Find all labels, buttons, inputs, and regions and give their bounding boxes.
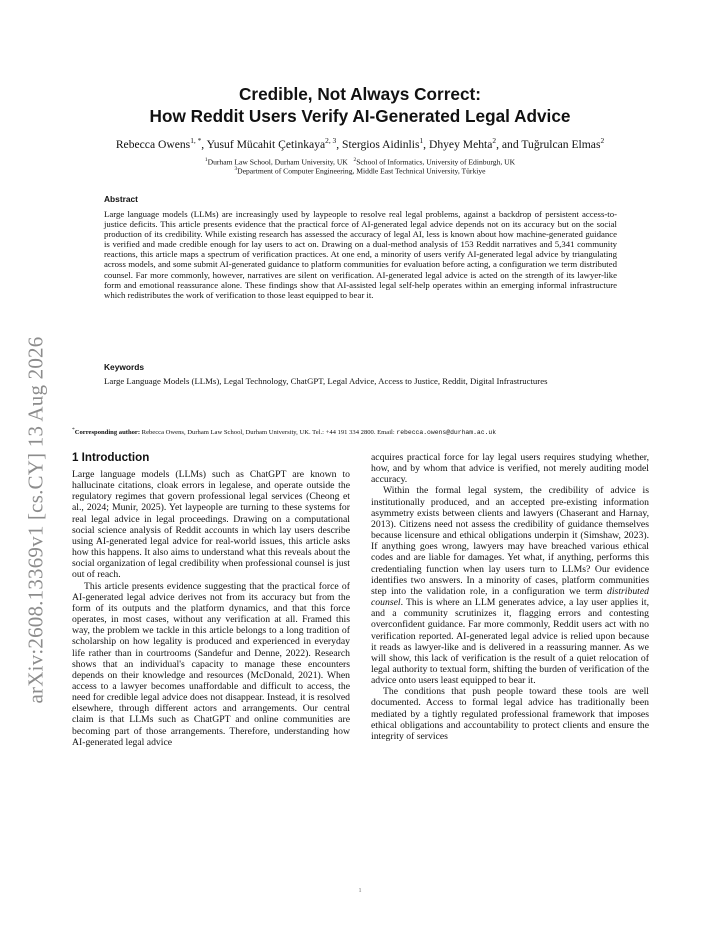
section-heading-introduction: 1 Introduction bbox=[72, 451, 150, 464]
arxiv-identifier: arXiv:2608.13369v1 [cs.CY] 13 Aug 2026 bbox=[23, 336, 48, 704]
body-paragraph bbox=[371, 485, 649, 686]
author-affiliation-mark: 2, 3 bbox=[325, 136, 337, 145]
affiliation-text: School of Informatics, University of Edinburgh, UK bbox=[356, 157, 516, 167]
footnote-mark: * bbox=[72, 427, 75, 433]
author-name: Yusuf Mücahit Çetinkaya bbox=[206, 137, 326, 151]
paper-title-line-1: Credible, Not Always Correct: bbox=[239, 84, 481, 104]
arxiv-sidebar-stamp bbox=[22, 330, 50, 710]
body-column-left bbox=[72, 469, 350, 748]
abstract-text: Large language models (LLMs) are increasingly used by laypeople to resolve real legal problems, against a backdrop of persistent access-to-justice deficits. This article presents evidence that the practical force of AI-generated legal advice depends not on its accuracy but on the social production of its credibility. While existing research has assessed the accuracy of legal AI, less is known about how machine-generated guidance is verified and made credible enough for lay users to act on. Drawing on a dual-method analysis of 153 Reddit narratives and 5,341 community reactions, this article maps a spectrum of verification practices. At one end, a minority of users verify AI-generated legal advice by triangulating across models, and some submit AI-generated guidance to platform communities for evaluation before acting, a configuration we term distributed counsel. Far more commonly, however, narratives are silent on verification. AI-generated legal advice is acted on the strength of its lawyer-like form and emotional reassurance alone. These findings show that AI-assisted legal self-help operates within an emerging informal infrastructure which redistributes the work of verification to those least equipped to bear it. bbox=[104, 209, 617, 300]
footnote-text: Rebecca Owens, Durham Law School, Durham University, UK. Tel.: +44 191 334 2800. Email: bbox=[140, 429, 397, 437]
affiliation-text: Durham Law School, Durham University, UK bbox=[207, 157, 348, 167]
body-paragraph: The conditions that push people toward these tools are well documented. Access to formal legal advice has traditionally been mediated by a tightly regulated professional framework that imposes ethical obligations and accountability to protect clients and ensure the integrity of services bbox=[371, 686, 649, 742]
abstract-heading: Abstract bbox=[104, 194, 138, 204]
page-number: 1 bbox=[358, 887, 362, 894]
affiliation-mark: 3 bbox=[234, 166, 238, 172]
keywords-heading: Keywords bbox=[104, 362, 145, 372]
keywords-text: Large Language Models (LLMs), Legal Technology, ChatGPT, Legal Advice, Access to Justice, Reddit, Digital Infrastructures bbox=[104, 376, 548, 386]
emphasized-term: distributed counsel bbox=[371, 585, 649, 609]
author-name: Stergios Aidinlis bbox=[342, 137, 420, 151]
footnote-label: Corresponding author: bbox=[74, 429, 141, 437]
author-list: Rebecca Owens$^{1, *}$, Yusuf Mücahit Çetinkaya$^{2, 3}$, Stergios Aidinlis$^1$, Dhyey Mehta$^2$, and Tuğrulcan Elmas$^2$ bbox=[115, 136, 605, 151]
author-name: Rebecca Owens bbox=[115, 137, 191, 151]
author-affiliation-mark: 1, * bbox=[190, 136, 202, 145]
affiliation-text: Department of Computer Engineering, Middle East Technical University, Türkiye bbox=[237, 166, 486, 176]
affiliation-mark: 2 bbox=[353, 157, 357, 163]
author-affiliation-mark: 2 bbox=[492, 136, 497, 145]
author-affiliation-mark: 2 bbox=[600, 136, 605, 145]
author-name: Tuğrulcan Elmas bbox=[521, 137, 601, 151]
affiliation-mark: 1 bbox=[204, 157, 208, 163]
author-affiliation-mark: 1 bbox=[419, 136, 424, 145]
body-paragraph: acquires practical force for lay legal users requires studying whether, how, and by whom that advice is verified, not merely auditing model accuracy. bbox=[371, 452, 649, 486]
affiliation-line-2 bbox=[0, 165, 720, 176]
author-name: Dhyey Mehta bbox=[428, 137, 493, 151]
body-column-right bbox=[371, 452, 649, 742]
corresponding-author-footnote bbox=[72, 427, 652, 436]
body-paragraph: This article presents evidence suggesting that the practical force of AI-generated legal advice derives not from its accuracy but from the form of its outputs and the platform dynamics, and that this force operates, in most cases, without any verification at all. Framed this way, the problem we tackle in this article belongs to a long tradition of scholarship on how legality is produced and experienced in everyday life rather than in courtrooms (Sandefur and Denne, 2022). Research shows that an individual's capacity to manage these encounters depends on their knowledge and resources (McDonald, 2021). When access to a lawyer becomes unaffordable and difficult to access, the need for credible legal advice does not disappear. Instead, it is resolved elsewhere, through different actors and arrangements. Our central claim is that LLMs such as ChatGPT and online communities are becoming part of those arrangements. Therefore, understanding how AI-generated legal advice bbox=[72, 580, 350, 748]
paragraph-text: Within the formal legal system, the credibility of advice is institutionally produced, and an accepted pre-existing information asymmetry exists between clients and lawyers (Chaserant and Harnay, 2013). Citizens need not assess the credibility of guidance themselves because licensure and ethical obligations underpin it (Simshaw, 2023). If anything goes wrong, lawyers may have breached various ethical codes and are liable for damages. Yet what, if anything, performs this credentialing function when lay users turn to LLMs? Our evidence identifies two answers. In a minority of cases, platform communities step into the validation role, in a configuration we term bbox=[371, 485, 649, 597]
paper-title-line-2: How Reddit Users Verify AI-Generated Legal Advice bbox=[149, 106, 571, 126]
paragraph-text: . This is where an LLM generates advice, a lay user applies it, and a community scrutinizes it, flagging errors and contesting overconfident guidance. Far more commonly, Reddit users act with no verification reported. AI-generated legal advice is relied upon because it reads as lawyer-like and is delivered in a reassuring manner. As we will show, this lack of verification is the result of a quiet relocation of legal authority to textual form, shifting the burden of verification of the advice onto users least equipped to bear it. bbox=[371, 597, 649, 687]
author-email: rebecca.owens@durham.ac.uk bbox=[396, 429, 497, 437]
body-paragraph: Large language models (LLMs) such as ChatGPT are known to hallucinate citations, cloak errors in legalese, and operate outside the regulatory regimes that govern professional legal services (Cheong et al., 2024; Munir, 2025). Yet laypeople are turning to these systems for real legal advice in legal proceedings. Drawing on a computational social science analysis of Reddit accounts in which lay users describe using AI-generated legal advice for real-world issues, this article asks how this happens. It also aims to understand what this reveals about the social organization of legal credibility when professional counsel is just out of reach. bbox=[72, 469, 350, 581]
